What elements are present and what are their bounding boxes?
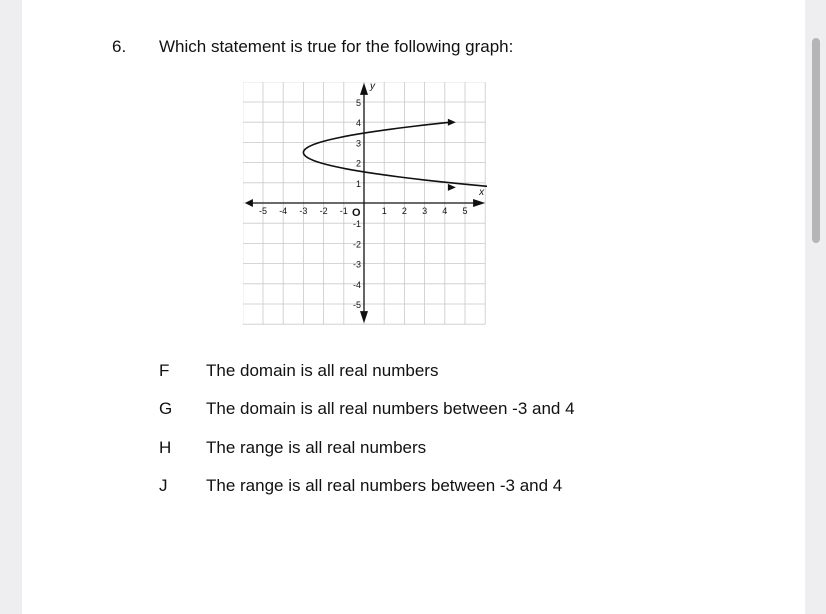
scrollbar[interactable]	[812, 38, 820, 243]
x-axis-arrow-left	[245, 199, 253, 207]
y-axis-label: y	[370, 82, 375, 92]
y-tick-label: 1	[355, 178, 361, 189]
y-tick-label: -4	[352, 279, 361, 290]
y-tick-label: 3	[355, 138, 361, 149]
choice-text-h: The range is all real numbers	[206, 438, 427, 457]
choice-letter-j: J	[159, 476, 168, 495]
origin-label: O	[352, 207, 361, 219]
x-tick-label: 2	[401, 206, 407, 216]
choice-text-f: The domain is all real numbers	[206, 361, 439, 380]
x-tick-label: 4	[442, 206, 448, 216]
y-tick-label: -2	[352, 239, 361, 250]
y-axis-arrow-down	[360, 311, 368, 323]
curve-arrow-upper	[448, 119, 456, 126]
coordinate-graph	[243, 82, 487, 326]
x-tick-label: -2	[319, 206, 328, 216]
y-tick-label: -5	[352, 300, 361, 310]
x-axis-label: x	[479, 187, 485, 198]
y-tick-label: 4	[355, 118, 361, 129]
question-number: 6.	[112, 37, 127, 56]
question-text: Which statement is true for the following graph:	[159, 37, 514, 56]
y-tick-label: -1	[352, 219, 361, 230]
choice-letter-h: H	[159, 438, 172, 457]
x-axis-arrow-right	[473, 199, 485, 207]
axes	[245, 83, 485, 323]
y-tick-label: -3	[352, 259, 361, 270]
y-axis-arrow-up	[360, 83, 368, 95]
choice-text-j: The range is all real numbers between -3 and 4	[206, 476, 563, 495]
choice-letter-f: F	[159, 361, 170, 380]
parabola-curve	[303, 122, 487, 187]
x-tick-label: -4	[279, 206, 288, 216]
curve-arrow-lower	[448, 184, 456, 191]
tick-labels	[259, 98, 468, 310]
x-tick-label: 3	[422, 206, 428, 216]
x-tick-label: 5	[462, 206, 468, 216]
x-tick-label: -1	[339, 206, 348, 216]
x-tick-label: -5	[258, 206, 268, 216]
y-tick-label: 5	[355, 98, 361, 108]
y-tick-label: 2	[355, 158, 361, 169]
choice-letter-g: G	[159, 399, 173, 418]
choice-text-g: The domain is all real numbers between -3 and 4	[206, 399, 575, 418]
x-tick-label: -3	[299, 206, 308, 216]
x-tick-label: 1	[381, 206, 387, 216]
